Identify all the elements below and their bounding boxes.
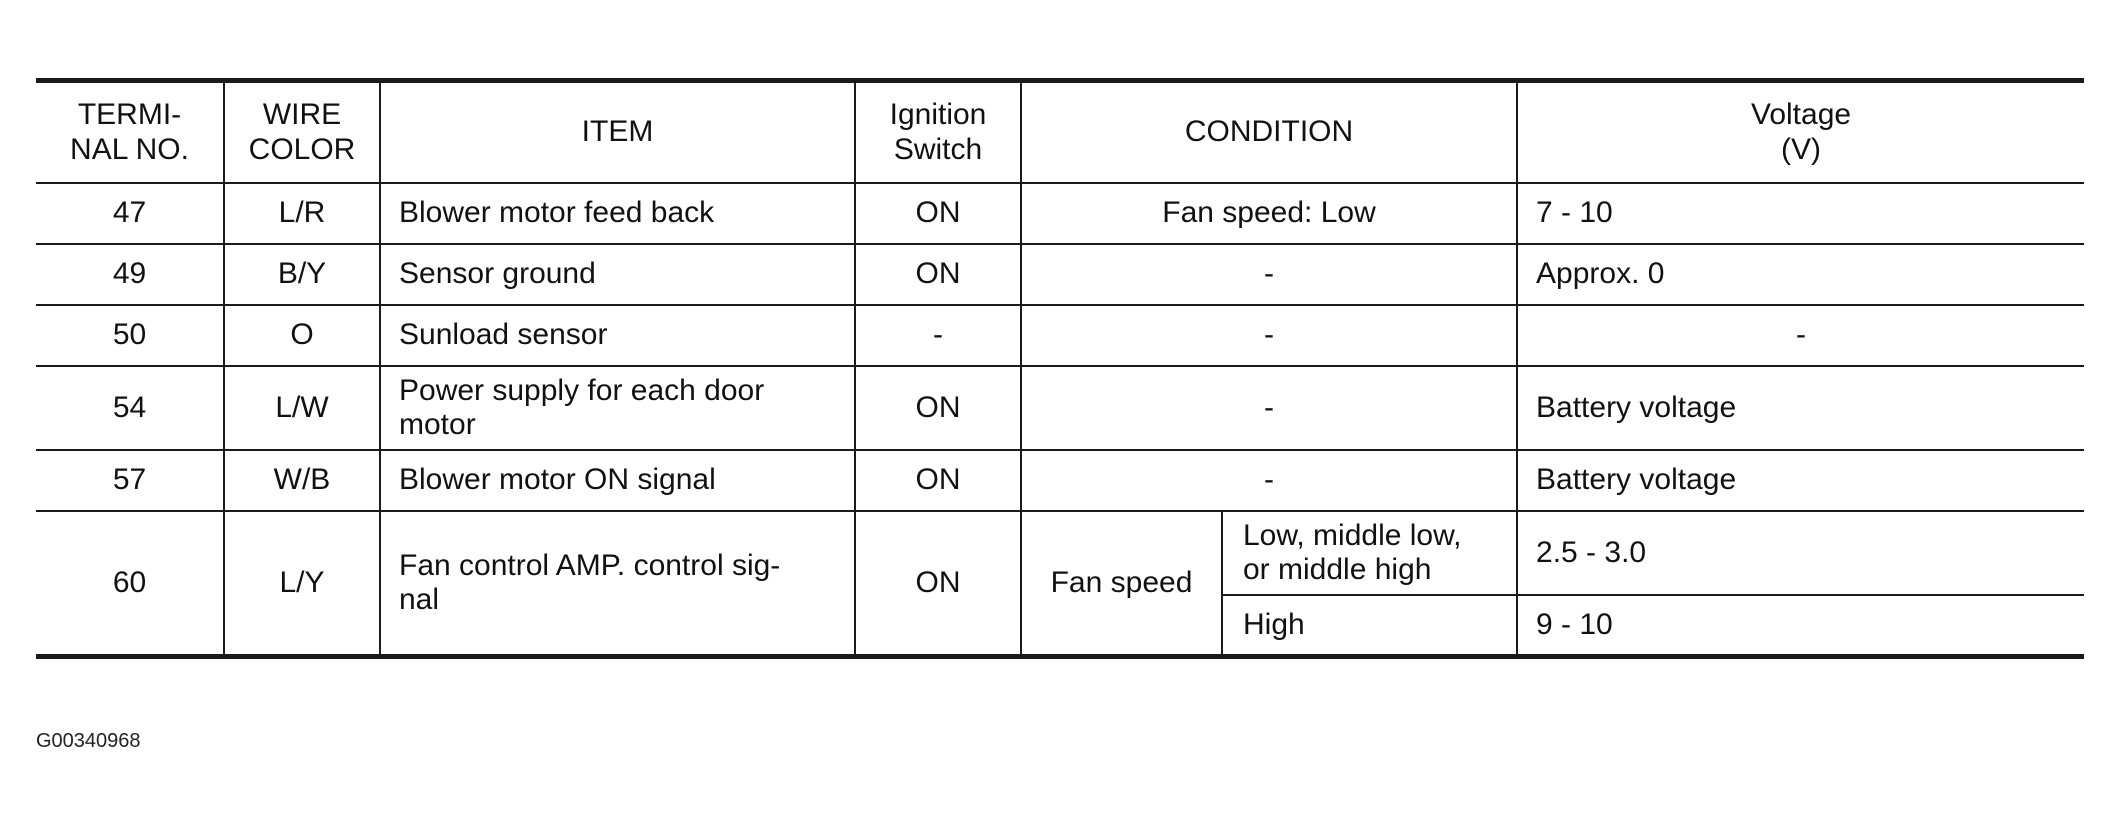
cell-wire-color: L/W: [224, 366, 380, 450]
cell-terminal: 50: [36, 305, 224, 366]
cell-voltage: Battery voltage: [1517, 366, 2084, 450]
table-row: [36, 183, 2084, 244]
header-condition: CONDITION: [1021, 81, 1517, 184]
cell-item: Power supply for each door motor: [380, 366, 855, 450]
cell-terminal: 57: [36, 450, 224, 511]
cell-subcondition: High: [1222, 595, 1517, 657]
cell-ignition: -: [855, 305, 1021, 366]
header-voltage: Voltage (V): [1517, 81, 2084, 184]
cell-wire-color: L/Y: [224, 511, 380, 657]
table-row: [36, 366, 2084, 450]
cell-condition: -: [1021, 366, 1517, 450]
cell-wire-color: B/Y: [224, 244, 380, 305]
cell-condition: -: [1021, 450, 1517, 511]
cell-wire-color: L/R: [224, 183, 380, 244]
cell-voltage: -: [1517, 305, 2084, 366]
cell-item: Sunload sensor: [380, 305, 855, 366]
cell-item: Sensor ground: [380, 244, 855, 305]
header-row: [36, 81, 2084, 184]
cell-ignition: ON: [855, 183, 1021, 244]
cell-condition: Fan speed: Low: [1021, 183, 1517, 244]
cell-wire-color: O: [224, 305, 380, 366]
cell-condition: Fan speed: [1021, 511, 1222, 657]
cell-ignition: ON: [855, 511, 1021, 657]
cell-voltage: Battery voltage: [1517, 450, 2084, 511]
header-terminal-no: TERMI- NAL NO.: [36, 81, 224, 184]
cell-wire-color: W/B: [224, 450, 380, 511]
table-row: [36, 244, 2084, 305]
cell-voltage: 2.5 - 3.0: [1517, 511, 2084, 595]
terminal-spec-table: [36, 78, 2084, 659]
cell-voltage: Approx. 0: [1517, 244, 2084, 305]
cell-item: Fan control AMP. control sig- nal: [380, 511, 855, 657]
cell-voltage: 7 - 10: [1517, 183, 2084, 244]
table-row: [36, 305, 2084, 366]
cell-item: Blower motor feed back: [380, 183, 855, 244]
cell-condition: -: [1021, 305, 1517, 366]
cell-ignition: ON: [855, 366, 1021, 450]
cell-terminal: 47: [36, 183, 224, 244]
table-row: [36, 511, 2084, 595]
cell-condition: -: [1021, 244, 1517, 305]
table-row: [36, 450, 2084, 511]
cell-voltage: 9 - 10: [1517, 595, 2084, 657]
figure-id-label: G00340968: [36, 730, 141, 752]
cell-subcondition: Low, middle low, or middle high: [1222, 511, 1517, 595]
cell-ignition: ON: [855, 450, 1021, 511]
cell-item: Blower motor ON signal: [380, 450, 855, 511]
header-ignition-switch: Ignition Switch: [855, 81, 1021, 184]
header-wire-color: WIRE COLOR: [224, 81, 380, 184]
header-item: ITEM: [380, 81, 855, 184]
cell-terminal: 49: [36, 244, 224, 305]
cell-terminal: 54: [36, 366, 224, 450]
cell-ignition: ON: [855, 244, 1021, 305]
cell-terminal: 60: [36, 511, 224, 657]
spec-table-container: [36, 78, 2084, 659]
